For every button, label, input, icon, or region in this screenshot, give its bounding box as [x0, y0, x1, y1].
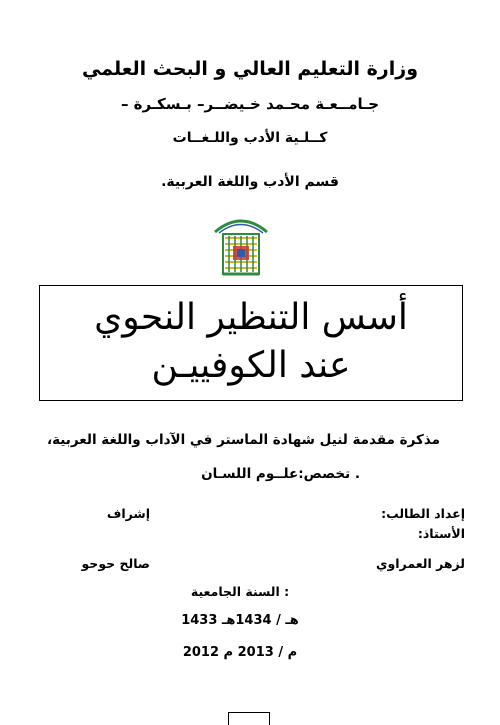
department-name: قسم الأدب واللغة العربية. [161, 174, 339, 190]
page-number-box [228, 712, 270, 725]
faculty-name: كــلـية الأدب واللـغــات [172, 130, 328, 146]
university-seal-icon [211, 214, 271, 280]
supervisor-name: صالح حوحو [81, 556, 150, 571]
supervisor-label: إشراف [106, 506, 150, 521]
thesis-title-line-2: عند الكوفييـن [151, 345, 351, 386]
student-name: لزهر العمراوي [376, 556, 465, 571]
hijri-year: هـ / 1434هـ 1433 [181, 613, 299, 628]
student-label: إعداد الطالب: [381, 506, 465, 521]
gregorian-year: م / 2013 م 2012 [182, 645, 298, 660]
thesis-description: مذكرة مقدمة لنيل شهادة الماستر في الآداب واللغة العربية، [46, 432, 440, 448]
university-name: جـامــعـة محـمد خـيضــر– بـسكـرة – [120, 95, 380, 113]
academic-year-label: : السنة الجامعية [190, 584, 290, 599]
thesis-title-box [39, 285, 463, 401]
specialization: . تخصص:علــوم اللسـان [201, 466, 360, 482]
ministry-title: وزارة التعليم العالي و البحث العلمي [82, 58, 418, 80]
thesis-title-line-1: أسس التنظير النحوي [94, 297, 408, 338]
professor-label: الأستاذ: [417, 526, 465, 541]
